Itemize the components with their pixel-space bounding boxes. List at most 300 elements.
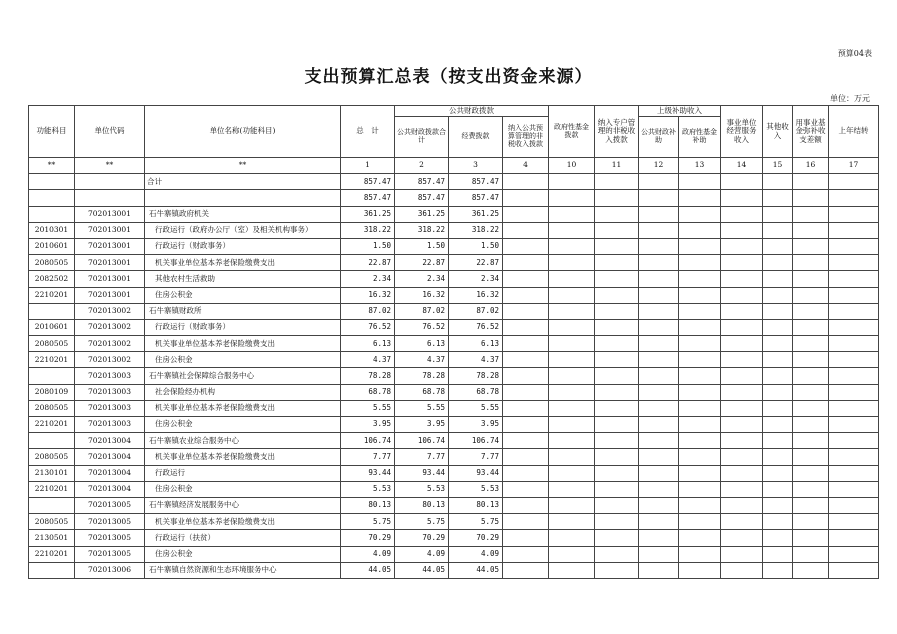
empty-cell: [793, 481, 829, 497]
empty-cell: [679, 190, 721, 206]
table-row: [29, 174, 879, 190]
unit-name-cell: 机关事业单位基本养老保险缴费支出: [145, 514, 341, 530]
header-superior-subsidy: 上级补助收入: [639, 106, 721, 117]
funding-cell: 361.25: [449, 206, 503, 222]
empty-cell: [763, 255, 793, 271]
header-public-finance-subsidy: 公共财政补助: [639, 117, 679, 158]
funding-cell: 4.09: [449, 546, 503, 562]
funding-cell: 2.34: [449, 271, 503, 287]
funding-cell: 318.22: [449, 222, 503, 238]
unit-code-cell: 702013002: [75, 303, 145, 319]
empty-cell: [639, 497, 679, 513]
func-subject-cell: 2010601: [29, 238, 75, 254]
empty-cell: [763, 319, 793, 335]
index-cell: 4: [503, 158, 549, 174]
func-subject-cell: 2080505: [29, 400, 75, 416]
table-row: [29, 433, 879, 449]
total-cell: 80.13: [341, 497, 395, 513]
unit-name-cell: 住房公积金: [145, 417, 341, 433]
empty-cell: [639, 271, 679, 287]
index-cell: 15: [763, 158, 793, 174]
table-row: [29, 222, 879, 238]
public-finance-total-cell: 68.78: [395, 384, 449, 400]
unit-code-cell: 702013001: [75, 238, 145, 254]
empty-cell: [549, 514, 595, 530]
func-subject-cell: [29, 368, 75, 384]
funding-cell: 70.29: [449, 530, 503, 546]
empty-cell: [639, 287, 679, 303]
total-cell: 93.44: [341, 465, 395, 481]
empty-cell: [793, 530, 829, 546]
empty-cell: [763, 303, 793, 319]
empty-cell: [793, 238, 829, 254]
empty-cell: [595, 546, 639, 562]
empty-cell: [829, 352, 879, 368]
empty-cell: [679, 449, 721, 465]
empty-cell: [639, 336, 679, 352]
empty-cell: [549, 546, 595, 562]
empty-cell: [763, 417, 793, 433]
header-gov-fund: 政府性基金拨款: [549, 106, 595, 158]
funding-cell: 6.13: [449, 336, 503, 352]
table-row: [29, 238, 879, 254]
unit-code-cell: 702013003: [75, 368, 145, 384]
empty-cell: [793, 417, 829, 433]
header-func-subject: 功能科目: [29, 106, 75, 158]
empty-cell: [793, 497, 829, 513]
funding-cell: 5.75: [449, 514, 503, 530]
empty-cell: [639, 368, 679, 384]
public-finance-total-cell: 16.32: [395, 287, 449, 303]
total-cell: 5.75: [341, 514, 395, 530]
total-cell: 4.09: [341, 546, 395, 562]
empty-cell: [763, 514, 793, 530]
empty-cell: [679, 384, 721, 400]
empty-cell: [595, 465, 639, 481]
empty-cell: [793, 546, 829, 562]
table-row: [29, 530, 879, 546]
func-subject-cell: 2210201: [29, 352, 75, 368]
unit-name-cell: 石牛寨镇自然资源和生态环境服务中心: [145, 562, 341, 578]
unit-label: 单位：万元: [830, 94, 870, 103]
empty-cell: [595, 336, 639, 352]
empty-cell: [721, 481, 763, 497]
empty-cell: [829, 255, 879, 271]
unit-name-cell: 住房公积金: [145, 546, 341, 562]
func-subject-cell: 2080109: [29, 384, 75, 400]
empty-cell: [595, 433, 639, 449]
empty-cell: [679, 255, 721, 271]
empty-cell: [503, 562, 549, 578]
unit-code-cell: 702013001: [75, 287, 145, 303]
empty-cell: [679, 546, 721, 562]
empty-cell: [829, 384, 879, 400]
empty-cell: [763, 465, 793, 481]
empty-cell: [721, 514, 763, 530]
empty-cell: [503, 206, 549, 222]
empty-cell: [595, 481, 639, 497]
func-subject-cell: 2210201: [29, 287, 75, 303]
func-subject-cell: [29, 497, 75, 513]
unit-code-cell: 702013001: [75, 206, 145, 222]
table-row: [29, 368, 879, 384]
empty-cell: [721, 352, 763, 368]
funding-cell: 22.87: [449, 255, 503, 271]
unit-name-cell: 石牛寨镇经济发展服务中心: [145, 497, 341, 513]
table-row: [29, 449, 879, 465]
unit-code-cell: 702013005: [75, 514, 145, 530]
table-row: [29, 206, 879, 222]
empty-cell: [639, 384, 679, 400]
empty-cell: [829, 530, 879, 546]
empty-cell: [549, 465, 595, 481]
funding-cell: 4.37: [449, 352, 503, 368]
empty-cell: [763, 174, 793, 190]
form-number: 预算04表: [837, 49, 872, 58]
empty-cell: [793, 400, 829, 416]
funding-cell: 7.77: [449, 449, 503, 465]
unit-code-cell: 702013003: [75, 417, 145, 433]
empty-cell: [503, 417, 549, 433]
empty-cell: [549, 417, 595, 433]
empty-cell: [639, 481, 679, 497]
unit-code-cell: 702013004: [75, 433, 145, 449]
empty-cell: [595, 190, 639, 206]
empty-cell: [639, 222, 679, 238]
empty-cell: [549, 336, 595, 352]
empty-cell: [763, 287, 793, 303]
empty-cell: [829, 319, 879, 335]
unit-code-cell: 702013004: [75, 449, 145, 465]
empty-cell: [763, 481, 793, 497]
empty-cell: [679, 562, 721, 578]
empty-cell: [639, 255, 679, 271]
empty-cell: [639, 206, 679, 222]
empty-cell: [763, 368, 793, 384]
empty-cell: [639, 514, 679, 530]
public-finance-total-cell: 70.29: [395, 530, 449, 546]
index-cell: 12: [639, 158, 679, 174]
unit-name-cell: 机关事业单位基本养老保险缴费支出: [145, 449, 341, 465]
public-finance-total-cell: 4.09: [395, 546, 449, 562]
empty-cell: [595, 384, 639, 400]
header-business-income: 事业单位经营服务收入: [721, 106, 763, 158]
funding-cell: 78.28: [449, 368, 503, 384]
empty-cell: [595, 174, 639, 190]
total-cell: 7.77: [341, 449, 395, 465]
header-funding: 经费拨款: [449, 117, 503, 158]
empty-cell: [763, 222, 793, 238]
empty-cell: [793, 190, 829, 206]
empty-cell: [721, 319, 763, 335]
funding-cell: 3.95: [449, 417, 503, 433]
public-finance-total-cell: 857.47: [395, 174, 449, 190]
total-cell: 22.87: [341, 255, 395, 271]
empty-cell: [829, 336, 879, 352]
empty-cell: [503, 222, 549, 238]
empty-cell: [595, 417, 639, 433]
public-finance-total-cell: 5.55: [395, 400, 449, 416]
unit-name-cell: 石牛寨镇社会保障综合服务中心: [145, 368, 341, 384]
empty-cell: [679, 222, 721, 238]
empty-cell: [503, 497, 549, 513]
empty-cell: [829, 497, 879, 513]
empty-cell: [595, 530, 639, 546]
func-subject-cell: [29, 433, 75, 449]
empty-cell: [639, 352, 679, 368]
empty-cell: [549, 222, 595, 238]
empty-cell: [829, 222, 879, 238]
empty-cell: [721, 384, 763, 400]
empty-cell: [721, 465, 763, 481]
func-subject-cell: 2080505: [29, 514, 75, 530]
page-title: 支出预算汇总表（按支出资金来源）: [304, 67, 593, 87]
empty-cell: [503, 481, 549, 497]
empty-cell: [721, 368, 763, 384]
index-cell: 3: [449, 158, 503, 174]
table-row: [29, 352, 879, 368]
empty-cell: [549, 368, 595, 384]
empty-cell: [829, 465, 879, 481]
empty-cell: [549, 449, 595, 465]
header-other-income: 其他收入: [763, 106, 793, 158]
empty-cell: [829, 562, 879, 578]
header-unit-name: 单位名称(功能科目): [145, 106, 341, 158]
empty-cell: [679, 481, 721, 497]
total-cell: 70.29: [341, 530, 395, 546]
empty-cell: [829, 433, 879, 449]
unit-name-cell: 社会保险经办机构: [145, 384, 341, 400]
unit-name-cell: 合计: [145, 174, 341, 190]
empty-cell: [503, 433, 549, 449]
unit-name-cell: 其他农村生活救助: [145, 271, 341, 287]
header-public-finance: 公共财政拨款: [395, 106, 549, 117]
empty-cell: [639, 449, 679, 465]
empty-cell: [595, 222, 639, 238]
funding-cell: 857.47: [449, 174, 503, 190]
empty-cell: [793, 222, 829, 238]
unit-name-cell: 住房公积金: [145, 481, 341, 497]
total-cell: 106.74: [341, 433, 395, 449]
public-finance-total-cell: 22.87: [395, 255, 449, 271]
public-finance-total-cell: 93.44: [395, 465, 449, 481]
empty-cell: [549, 481, 595, 497]
empty-cell: [679, 287, 721, 303]
public-finance-total-cell: 78.28: [395, 368, 449, 384]
public-finance-total-cell: 7.77: [395, 449, 449, 465]
empty-cell: [763, 546, 793, 562]
empty-cell: [793, 336, 829, 352]
total-cell: 857.47: [341, 174, 395, 190]
unit-name-cell: 行政运行（财政事务）: [145, 238, 341, 254]
empty-cell: [721, 400, 763, 416]
empty-cell: [679, 400, 721, 416]
public-finance-total-cell: 87.02: [395, 303, 449, 319]
unit-name-cell: 住房公积金: [145, 352, 341, 368]
empty-cell: [503, 319, 549, 335]
unit-name-cell: [145, 190, 341, 206]
unit-name-cell: 石牛寨镇农业综合服务中心: [145, 433, 341, 449]
table-row: [29, 465, 879, 481]
table-body: [29, 174, 879, 579]
empty-cell: [549, 287, 595, 303]
public-finance-total-cell: 6.13: [395, 336, 449, 352]
empty-cell: [549, 530, 595, 546]
empty-cell: [793, 174, 829, 190]
empty-cell: [829, 546, 879, 562]
index-cell: **: [75, 158, 145, 174]
empty-cell: [679, 174, 721, 190]
empty-cell: [793, 514, 829, 530]
empty-cell: [549, 319, 595, 335]
empty-cell: [595, 238, 639, 254]
empty-cell: [721, 530, 763, 546]
empty-cell: [679, 433, 721, 449]
funding-cell: 5.53: [449, 481, 503, 497]
empty-cell: [679, 465, 721, 481]
table-row: [29, 319, 879, 335]
empty-cell: [721, 222, 763, 238]
empty-cell: [639, 174, 679, 190]
public-finance-total-cell: 5.53: [395, 481, 449, 497]
empty-cell: [503, 514, 549, 530]
empty-cell: [721, 449, 763, 465]
unit-name-cell: 行政运行: [145, 465, 341, 481]
empty-cell: [721, 238, 763, 254]
funding-cell: 5.55: [449, 400, 503, 416]
empty-cell: [595, 514, 639, 530]
unit-name-cell: 石牛寨镇政府机关: [145, 206, 341, 222]
empty-cell: [639, 562, 679, 578]
empty-cell: [549, 206, 595, 222]
func-subject-cell: 2080505: [29, 255, 75, 271]
empty-cell: [763, 190, 793, 206]
empty-cell: [595, 497, 639, 513]
empty-cell: [763, 352, 793, 368]
empty-cell: [503, 255, 549, 271]
index-cell: 2: [395, 158, 449, 174]
index-row: [29, 158, 879, 174]
table-row: [29, 417, 879, 433]
unit-name-cell: 行政运行（政府办公厅（室）及相关机构事务）: [145, 222, 341, 238]
empty-cell: [639, 465, 679, 481]
empty-cell: [763, 400, 793, 416]
public-finance-total-cell: 80.13: [395, 497, 449, 513]
func-subject-cell: 2082502: [29, 271, 75, 287]
empty-cell: [503, 238, 549, 254]
empty-cell: [829, 271, 879, 287]
total-cell: 5.53: [341, 481, 395, 497]
header-non-tax: 纳入公共预算管理的非税收入拨款: [503, 117, 549, 158]
empty-cell: [679, 368, 721, 384]
funding-cell: 93.44: [449, 465, 503, 481]
func-subject-cell: 2210201: [29, 546, 75, 562]
empty-cell: [763, 384, 793, 400]
funding-cell: 857.47: [449, 190, 503, 206]
unit-code-cell: 702013001: [75, 255, 145, 271]
empty-cell: [829, 368, 879, 384]
empty-cell: [639, 303, 679, 319]
total-cell: 361.25: [341, 206, 395, 222]
empty-cell: [721, 433, 763, 449]
empty-cell: [721, 287, 763, 303]
empty-cell: [595, 449, 639, 465]
empty-cell: [595, 206, 639, 222]
index-cell: **: [145, 158, 341, 174]
empty-cell: [721, 174, 763, 190]
empty-cell: [763, 497, 793, 513]
empty-cell: [721, 255, 763, 271]
funding-cell: 106.74: [449, 433, 503, 449]
header-unit-code: 单位代码: [75, 106, 145, 158]
empty-cell: [793, 271, 829, 287]
unit-code-cell: 702013005: [75, 497, 145, 513]
empty-cell: [639, 433, 679, 449]
empty-cell: [503, 384, 549, 400]
empty-cell: [793, 368, 829, 384]
table-row: [29, 336, 879, 352]
public-finance-total-cell: 5.75: [395, 514, 449, 530]
empty-cell: [503, 190, 549, 206]
table-row: [29, 481, 879, 497]
unit-name-cell: 石牛寨镇财政所: [145, 303, 341, 319]
unit-code-cell: 702013003: [75, 400, 145, 416]
empty-cell: [829, 417, 879, 433]
empty-cell: [549, 255, 595, 271]
empty-cell: [549, 174, 595, 190]
empty-cell: [793, 287, 829, 303]
table-row: [29, 546, 879, 562]
empty-cell: [503, 546, 549, 562]
empty-cell: [763, 449, 793, 465]
unit-code-cell: [75, 190, 145, 206]
empty-cell: [595, 271, 639, 287]
total-cell: 6.13: [341, 336, 395, 352]
empty-cell: [829, 174, 879, 190]
empty-cell: [829, 400, 879, 416]
empty-cell: [549, 303, 595, 319]
unit-code-cell: 702013002: [75, 319, 145, 335]
public-finance-total-cell: 4.37: [395, 352, 449, 368]
table-row: [29, 384, 879, 400]
empty-cell: [549, 384, 595, 400]
funding-cell: 1.50: [449, 238, 503, 254]
empty-cell: [679, 319, 721, 335]
empty-cell: [595, 368, 639, 384]
empty-cell: [549, 562, 595, 578]
empty-cell: [763, 271, 793, 287]
func-subject-cell: 2010301: [29, 222, 75, 238]
empty-cell: [679, 497, 721, 513]
total-cell: 318.22: [341, 222, 395, 238]
empty-cell: [721, 336, 763, 352]
empty-cell: [793, 449, 829, 465]
empty-cell: [829, 287, 879, 303]
total-cell: 2.34: [341, 271, 395, 287]
total-cell: 78.28: [341, 368, 395, 384]
public-finance-total-cell: 318.22: [395, 222, 449, 238]
funding-cell: 87.02: [449, 303, 503, 319]
empty-cell: [763, 530, 793, 546]
index-cell: 16: [793, 158, 829, 174]
empty-cell: [639, 190, 679, 206]
empty-cell: [549, 352, 595, 368]
empty-cell: [829, 206, 879, 222]
public-finance-total-cell: 3.95: [395, 417, 449, 433]
empty-cell: [503, 530, 549, 546]
unit-code-cell: 702013001: [75, 222, 145, 238]
empty-cell: [595, 319, 639, 335]
